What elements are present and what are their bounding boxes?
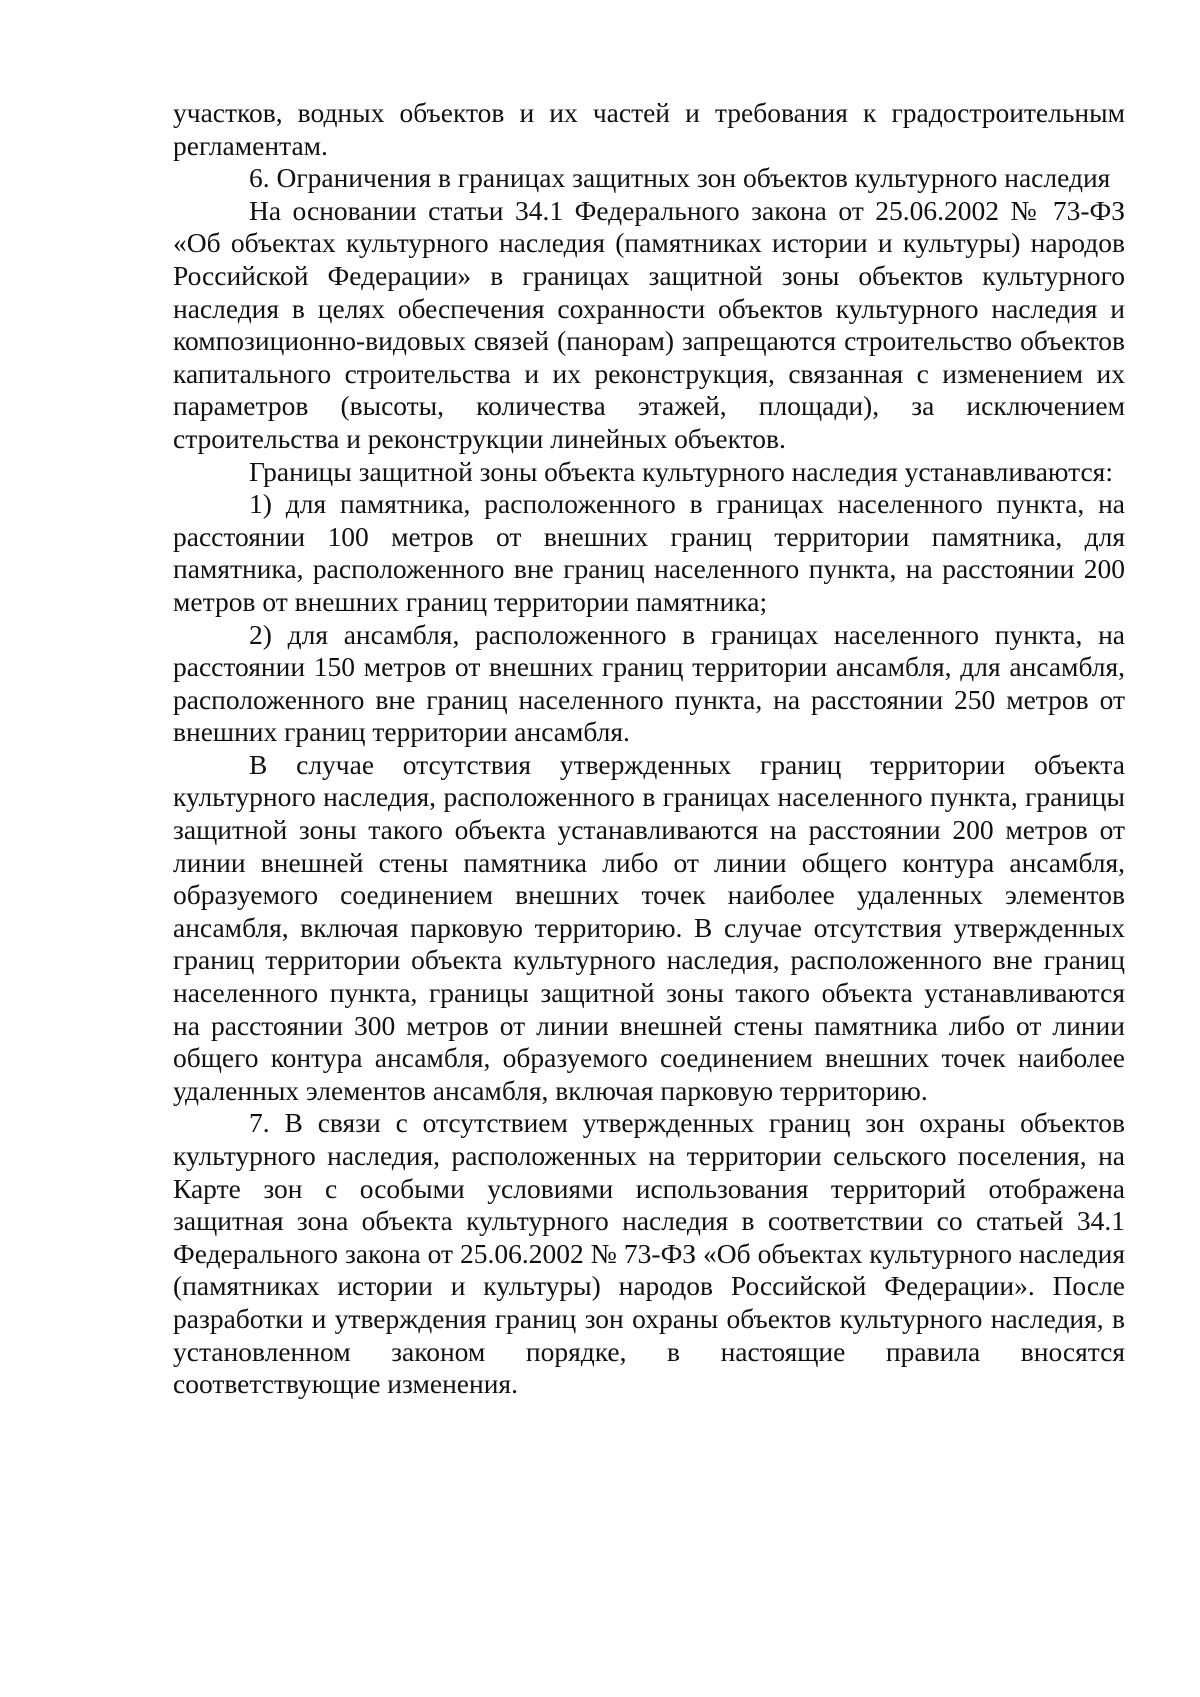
list-item-monument: 1) для памятника, расположенного в границах населенного пункта, на расстоянии 100 метров от внешних границ территории памятника, для памятника, расположенного вне границ населенного пункта, на расстоянии 200 метров от внешних границ территории памятника; — [173, 488, 1125, 617]
paragraph-no-approved-boundaries: В случае отсутствия утвержденных границ территории объекта культурного наследия, расположенного в границах населенного пункта, границы защитной зоны такого объекта устанавливаются на расстоянии 200 метров от линии внешней стены памятника либо от линии общего контура ансамбля, образуемого соединением внешних точек наиболее удаленных элементов ансамбля, включая парковую территорию. В случае отсутствия утвержденных границ территории объекта культурного наследия, расположенного вне границ населенного пункта, границы защитной зоны такого объекта устанавливаются на расстоянии 300 метров от линии внешней стены памятника либо от линии общего контура ансамбля, образуемого соединением внешних точек наиболее удаленных элементов ансамбля, включая парковую территорию. — [173, 748, 1125, 1106]
section-7-paragraph: 7. В связи с отсутствием утвержденных границ зон охраны объектов культурного наследия, расположенных на территории сельского поселения, на Карте зон с особыми условиями использования территорий отображена защитная зона объекта культурного наследия в соответствии со статьей 34.1 Федерального закона от 25.06.2002 № 73-ФЗ «Об объектах культурного наследия (памятниках истории и культуры) народов Российской Федерации». После разработки и утверждения границ зон охраны объектов культурного наследия, в установленном законом порядке, в настоящие правила вносятся соответствующие изменения. — [173, 1107, 1125, 1400]
section-6-heading: 6. Ограничения в границах защитных зон объектов культурного наследия — [249, 162, 1111, 194]
list-item-ensemble: 2) для ансамбля, расположенного в границах населенного пункта, на расстоянии 150 метров от внешних границ территории ансамбля, для ансамбля, расположенного вне границ населенного пункта, на расстоянии 250 метров от внешних границ территории ансамбля. — [173, 618, 1125, 748]
paragraph-zone-boundaries: Границы защитной зоны объекта культурного наследия устанавливаются: — [249, 455, 1113, 487]
document-body — [173, 97, 1125, 1401]
paragraph-article-34-1: На основании статьи 34.1 Федерального закона от 25.06.2002 № 73-ФЗ «Об объектах культурного наследия (памятниках истории и культуры) народов Российской Федерации» в границах защитной зоны объектов культурного наследия в целях обеспечения сохранности объектов культурного наследия и композиционно-видовых связей (панорам) запрещаются строительство объектов капитального строительства и их реконструкция, связанная с изменением их параметров (высоты, количества этажей, площади), за исключением строительства и реконструкции линейных объектов. — [173, 194, 1125, 454]
paragraph-continuation: участков, водных объектов и их частей и требования к градостроительным регламентам. — [173, 97, 1125, 161]
